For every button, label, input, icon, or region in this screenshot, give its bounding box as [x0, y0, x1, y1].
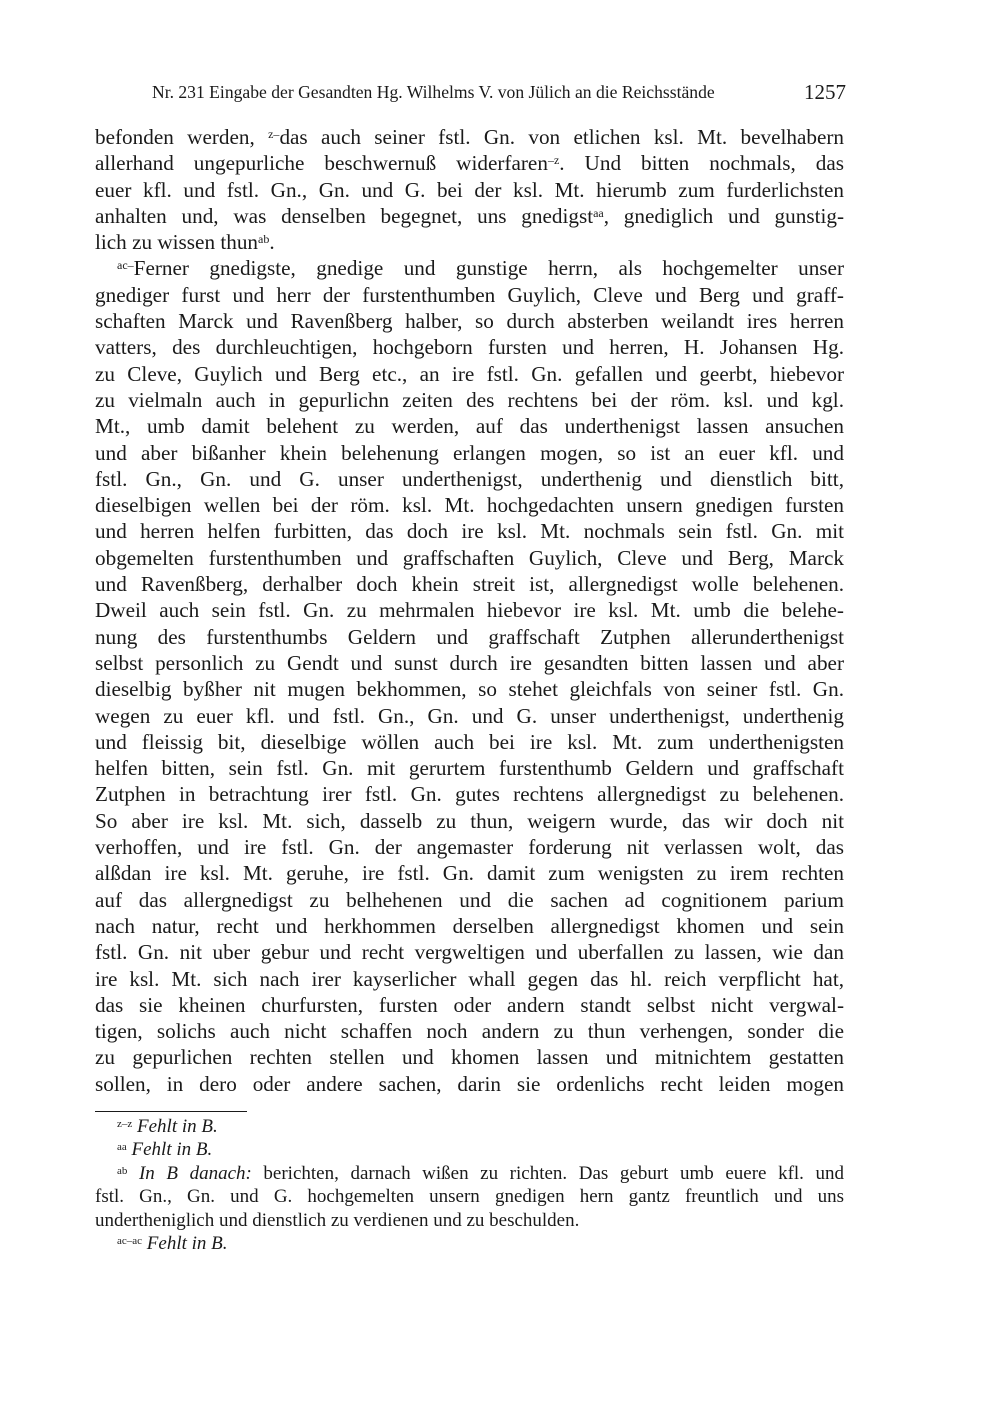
footnote-mark: ab	[117, 1164, 128, 1177]
text-line	[95, 676, 844, 702]
text-segment: wegen zu euer kfl. und fstl. Gn., Gn. und G. unser underthenigst, underthenig	[95, 703, 844, 728]
text-segment: allerhand ungepurliche beschwernuß widerfaren	[95, 151, 548, 176]
text-segment: . Und bitten nochmals, das	[559, 151, 844, 176]
text-line	[95, 545, 844, 571]
text-segment: und Ravenßberg, derhalber doch khein streit ist, allergnedigst wolle belehenen.	[95, 572, 844, 597]
text-segment: So aber ire ksl. Mt. sich, dasselb zu thun, weigern wurde, das wir doch nit	[95, 808, 844, 833]
text-segment: obgemelten furstenthumben und graffschaften Guylich, Cleve und Berg, Marck	[95, 545, 844, 570]
footnote-mark: aa	[117, 1141, 127, 1154]
text-line	[95, 466, 844, 492]
text-line	[95, 781, 844, 807]
text-line	[95, 1071, 844, 1097]
text-line	[95, 1044, 844, 1070]
text-line	[95, 203, 844, 229]
footnote-mark: z–z	[117, 1118, 133, 1130]
page-number: 1257	[804, 80, 846, 104]
text-line	[95, 597, 844, 623]
text-segment: .	[269, 230, 275, 255]
text-segment: und fleissig bit, dieselbige wöllen auch bei ire ksl. Mt. zum underthenigsten	[95, 729, 844, 754]
footnote-text: Fehlt in B.	[137, 1116, 218, 1137]
text-line	[95, 413, 844, 439]
text-segment: vatters, des durchleuchtigen, hochgeborn fursten und herren, H. Johansen Hg.	[95, 335, 844, 360]
footnote-ab-line2: fstl. Gn., Gn. und G. hochgemelten unsern gnedigen hern gantz freuntlich und uns	[95, 1186, 844, 1208]
text-segment: fstl. Gn. nit uber gebur und recht vergweltigen und uberfallen zu lassen, wie dan	[95, 940, 844, 965]
text-segment: nung des furstenthumbs Geldern und graffschaft Zutphen allerunderthenigst	[95, 624, 844, 649]
footnote-ref: ab	[258, 232, 270, 247]
footnote-zz	[95, 1115, 844, 1138]
text-line	[95, 308, 844, 334]
text-segment: gnediger furst und herr der furstenthumben Guylich, Cleve und Berg und graff-	[95, 282, 844, 307]
text-segment: Ferner gnedigste, gnedige und gunstige herrn, als hochgemelter unser	[133, 256, 844, 281]
text-line	[95, 229, 844, 255]
footnote-ref: aa	[593, 205, 604, 220]
text-segment: dieselbigen wellen bei der röm. ksl. Mt. hochgedachten unsern gnedigen fursten	[95, 493, 844, 518]
text-segment: verhoffen, und ire fstl. Gn. der angemaster forderung nit verlassen wolt, das	[95, 835, 844, 860]
main-text	[95, 124, 844, 1097]
text-segment: ire ksl. Mt. sich nach irer kayserlicher whall gegen das hl. reich verpflicht hat,	[95, 966, 844, 991]
text-line	[95, 808, 844, 834]
footnote-mark: ac–ac	[117, 1234, 143, 1247]
text-line	[95, 834, 844, 860]
text-line	[95, 860, 844, 886]
footnotes	[95, 1115, 844, 1255]
text-line	[95, 939, 844, 965]
text-segment: Mt., umb damit belehent zu werden, auf das underthenigst lassen ansuchen	[95, 414, 844, 439]
footnote-text: berichten, darnach wißen zu richten. Das geburt umb euere kfl. und	[251, 1162, 845, 1184]
text-segment: euer kfl. und fstl. Gn., Gn. und G. bei der ksl. Mt. hierumb zum furderlichsten	[95, 177, 844, 202]
text-line	[95, 1018, 844, 1044]
footnote-ref: ac–	[117, 258, 134, 273]
text-segment: fstl. Gn., Gn. und G. unser underthenigst, underthenig und dienstlich bitt,	[95, 466, 844, 491]
text-segment: dieselbig byßher nit mugen bekhommen, so stehet gleichfals von seiner fstl. Gn.	[95, 677, 844, 702]
text-line	[95, 755, 844, 781]
footnote-ref: –z	[547, 153, 560, 168]
text-line	[95, 492, 844, 518]
text-line	[95, 150, 844, 176]
text-segment: sollen, in dero oder andere sachen, darin sie ordenlichs recht leiden mogen	[95, 1071, 844, 1096]
text-segment: lich zu wissen thun	[95, 230, 259, 255]
text-line	[95, 282, 844, 308]
text-line	[95, 440, 844, 466]
footnote-aa	[95, 1138, 844, 1161]
footnote-text: Fehlt in B.	[146, 1232, 228, 1254]
text-segment: das sie kheinen churfursten, fursten oder andern standt selbst nicht vergwal-	[95, 992, 844, 1017]
footnote-ref: z–	[268, 127, 280, 141]
text-line	[95, 124, 844, 150]
text-line	[95, 966, 844, 992]
footnote-ab-line1	[95, 1162, 844, 1185]
text-line	[95, 624, 844, 650]
text-segment: befonden werden,	[95, 125, 269, 149]
text-segment: , gnediglich und gunstig-	[603, 203, 845, 228]
text-line	[95, 177, 844, 203]
text-line	[95, 887, 844, 913]
header-title: Nr. 231 Eingabe der Gesandten Hg. Wilhelms V. von Jülich an die Reichsstände	[152, 82, 715, 102]
text-line	[95, 255, 844, 281]
text-segment: schaften Marck und Ravenßberg halber, so durch absterben weilandt ires herren	[95, 309, 844, 334]
text-segment: helfen bitten, sein fstl. Gn. mit gerurtem furstenthumb Geldern und graffschaft	[95, 756, 844, 781]
text-segment: zu gepurlichen rechten stellen und khomen lassen und mitnichtem gestatten	[95, 1045, 844, 1070]
footnote-rule	[95, 1111, 247, 1112]
text-line	[95, 703, 844, 729]
text-segment: selbst personlich zu Gendt und sunst durch ire gesandten bitten lassen und aber	[95, 650, 844, 675]
text-segment: auf das allergnedigst zu belhehenen und die sachen ad cognitionem parium	[95, 887, 844, 912]
footnote-ac	[95, 1232, 844, 1255]
text-segment: nach natur, recht und herkhommen derselben allergnedigst khomen und sein	[95, 913, 844, 938]
running-header	[152, 82, 846, 103]
text-segment: und herren helfen furbitten, das doch ire ksl. Mt. nochmals sein fstl. Gn. mit	[95, 519, 844, 544]
text-segment: anhalten und, was denselben begegnet, uns gnedigst	[95, 203, 594, 228]
text-line	[95, 571, 844, 597]
footnote-text: Fehlt in B.	[131, 1139, 213, 1161]
text-segment: das auch seiner fstl. Gn. von etlichen ksl. Mt. bevelhabern	[279, 125, 845, 149]
text-line	[95, 387, 844, 413]
text-segment: und aber bißanher khein belehenung erlangen mogen, so ist an euer kfl. und	[95, 440, 844, 465]
text-line	[95, 334, 844, 360]
text-line	[95, 992, 844, 1018]
text-segment: tigen, solichs auch nicht schaffen noch andern zu thun verhengen, sonder die	[95, 1019, 844, 1044]
footnote-ab-line3: undertheniglich und dienstlich zu verdienen und zu beschulden.	[95, 1209, 580, 1231]
footnote-intro: In B danach:	[138, 1162, 252, 1184]
text-line	[95, 729, 844, 755]
text-segment: alßdan ire ksl. Mt. geruhe, ire fstl. Gn. damit zum wenigsten zu irem rechten	[95, 861, 844, 886]
text-line	[95, 518, 844, 544]
text-line	[95, 361, 844, 387]
text-segment: Zutphen in betrachtung irer fstl. Gn. gutes rechtens allergnedigst zu belehenen.	[95, 782, 844, 807]
text-line	[95, 913, 844, 939]
text-segment: zu Cleve, Guylich und Berg etc., an ire fstl. Gn. gefallen und geerbt, hiebevor	[95, 361, 844, 386]
text-segment: zu vielmaln auch in gepurlichn zeiten des rechtens bei der röm. ksl. und kgl.	[95, 387, 844, 412]
text-line	[95, 650, 844, 676]
text-segment: Dweil auch sein fstl. Gn. zu mehrmalen hiebevor ire ksl. Mt. umb die belehe-	[95, 598, 844, 623]
